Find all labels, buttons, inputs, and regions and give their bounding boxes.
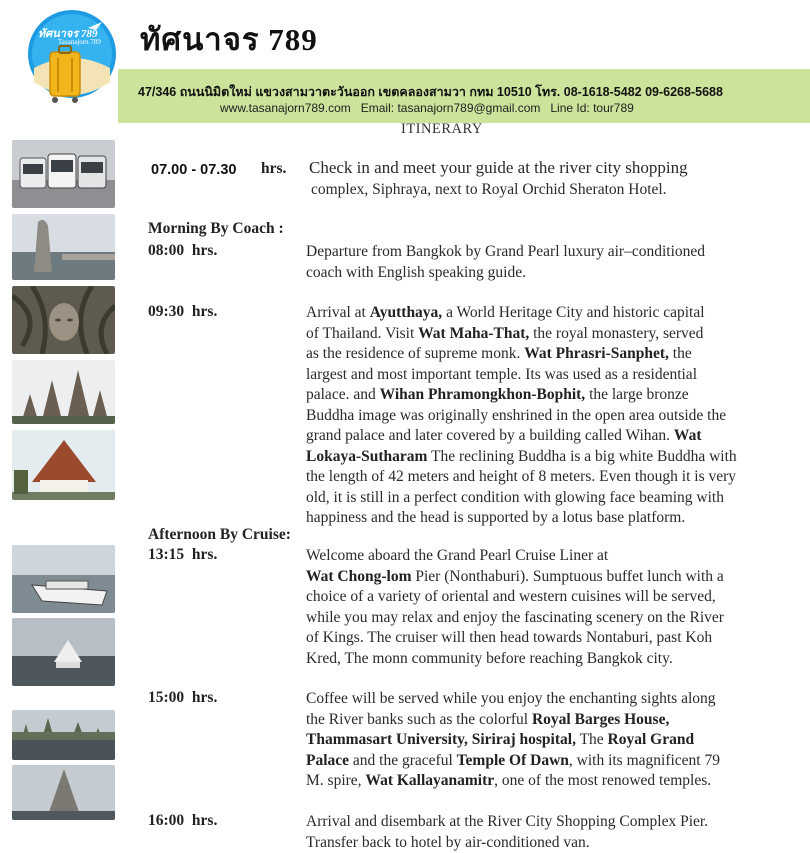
d0930-line-9: the length of 42 meters and height of 8 meters. Even though it is very	[306, 467, 796, 488]
checkin-time: 07.00 - 07.30	[151, 162, 236, 178]
contact-line	[220, 101, 634, 115]
d1500-line-4: Palace and the graceful Temple Of Dawn, with its magnificent 79	[306, 751, 796, 772]
time-1500-value: 15:00	[148, 689, 184, 706]
description-0930	[306, 303, 796, 529]
d1500-line-3: Thammasart University, Siriraj hospital, The Royal Grand	[306, 730, 796, 751]
logo-text: ทัศนาจร 789	[38, 24, 98, 42]
time-0800	[148, 242, 217, 260]
d0930-line-4: largest and most important temple. Its was used as a residential	[306, 365, 796, 386]
time-0800-unit: hrs.	[192, 242, 217, 259]
temple-of-dawn-photo	[12, 765, 115, 820]
grand-palace-river-photo	[12, 710, 115, 760]
time-1315-unit: hrs.	[192, 546, 217, 563]
company-logo	[28, 8, 116, 112]
d1315-line-6: Kred, The monn community before reaching Bangkok city.	[306, 649, 796, 670]
d0930-line-2: of Thailand. Visit Wat Maha-That, the royal monastery, served	[306, 324, 796, 345]
d0930-line-5: palace. and Wihan Phramongkhon-Bophit, the large bronze	[306, 385, 796, 406]
d1500-line-2: the River banks such as the colorful Royal Barges House,	[306, 710, 796, 731]
buddha-head-tree-roots-photo	[12, 286, 115, 354]
d1315-line-3: choice of a variety of oriental and western cuisines will be served,	[306, 587, 796, 608]
logo-subtext: Tasanajorn 789	[58, 38, 101, 46]
line-id: tour789	[593, 101, 634, 115]
d0800-line-2: coach with English speaking guide.	[306, 263, 796, 284]
time-0800-value: 08:00	[148, 242, 184, 259]
time-1500-unit: hrs.	[192, 689, 217, 706]
d1500-line-5: M. spire, Wat Kallayanamitr, one of the most renowed temples.	[306, 771, 796, 792]
d0930-line-11: happiness and the head is supported by a lotus base platform.	[306, 508, 796, 529]
time-1315-value: 13:15	[148, 546, 184, 563]
line-label: Line Id:	[550, 101, 589, 115]
time-0930-unit: hrs.	[192, 303, 217, 320]
description-1500	[306, 689, 796, 792]
checkin-line-2: complex, Siphraya, next to Royal Orchid Sheraton Hotel.	[311, 179, 789, 201]
buddha-statue-photo	[12, 214, 115, 280]
checkin-time-unit: hrs.	[261, 160, 286, 178]
cruise-ship-photo	[12, 545, 115, 613]
d0800-line-1: Departure from Bangkok by Grand Pearl luxury air–conditioned	[306, 242, 796, 263]
d1500-line-1: Coffee will be served while you enjoy the enchanting sights along	[306, 689, 796, 710]
thai-temple-photo	[12, 430, 115, 500]
d1315-line-2: Wat Chong-lom Pier (Nonthaburi). Sumptuous buffet lunch with a	[306, 567, 796, 588]
river-pavilion-photo	[12, 618, 115, 686]
d1315-line-5: of Kings. The cruiser will then head towards Nontaburi, past Koh	[306, 628, 796, 649]
d1315-line-1: Welcome aboard the Grand Pearl Cruise Liner at	[306, 546, 796, 567]
company-name: ทัศนาจร 789	[140, 14, 318, 64]
description-1315	[306, 546, 796, 669]
time-0930	[148, 303, 217, 321]
checkin-line-1: Check in and meet your guide at the river city shopping	[309, 157, 789, 179]
website-link[interactable]: www.tasanajorn789.com	[220, 101, 351, 115]
address-phone: 47/346 ถนนนิมิตใหม่ แขวงสามวาตะวันออก เขตคลองสามวา กทม 10510 โทร. 08-1618-5482 09-6268-5688	[138, 82, 723, 102]
time-1600-value: 16:00	[148, 812, 184, 829]
description-0800	[306, 242, 796, 283]
d0930-line-7: grand palace and later covered by a building called Wihan. Wat	[306, 426, 796, 447]
ayutthaya-pagodas-photo	[12, 360, 115, 424]
coach-buses-photo	[12, 140, 115, 208]
afternoon-heading: Afternoon By Cruise:	[148, 526, 291, 544]
d1315-line-4: while you may relax and enjoy the fascinating scenery on the River	[306, 608, 796, 629]
time-1600	[148, 812, 217, 830]
d0930-line-6: Buddha image was originally enshrined in the open area outside the	[306, 406, 796, 427]
d0930-line-1: Arrival at Ayutthaya, a World Heritage City and historic capital	[306, 303, 796, 324]
d0930-line-3: as the residence of supreme monk. Wat Phrasri-Sanphet, the	[306, 344, 796, 365]
checkin-description	[309, 157, 789, 201]
d0930-line-8: Lokaya-Sutharam The reclining Buddha is a big white Buddha with	[306, 447, 796, 468]
description-1600	[306, 812, 796, 853]
time-1315	[148, 546, 217, 564]
morning-heading: Morning By Coach :	[148, 220, 284, 238]
d1600-line-2: Transfer back to hotel by air-conditioned van.	[306, 833, 796, 853]
time-0930-value: 09:30	[148, 303, 184, 320]
d0930-line-10: old, it is still in a perfect condition with glowing face beaming with	[306, 488, 796, 509]
email-link[interactable]: tasanajorn789@gmail.com	[397, 101, 540, 115]
d1600-line-1: Arrival and disembark at the River City Shopping Complex Pier.	[306, 812, 796, 833]
time-1500	[148, 689, 217, 707]
email-label: Email:	[361, 101, 394, 115]
itinerary-title: ITINERARY	[401, 121, 483, 138]
time-1600-unit: hrs.	[192, 812, 217, 829]
